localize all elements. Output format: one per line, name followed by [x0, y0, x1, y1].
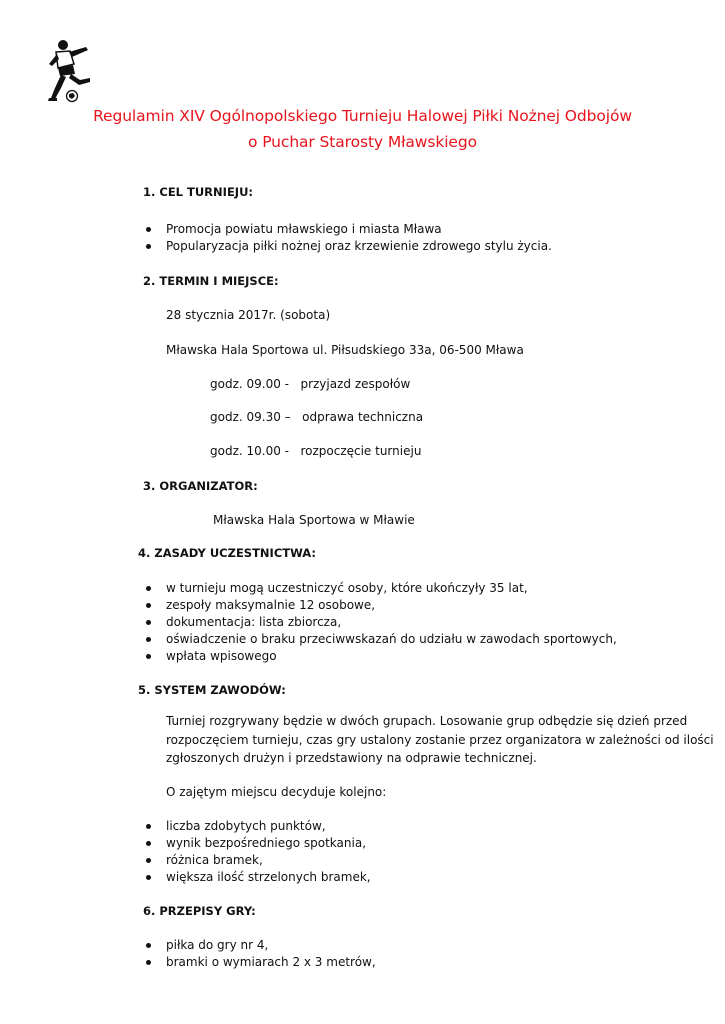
list-item: Promocja powiatu mławskiego i miasta Mława [166, 222, 442, 236]
list-item: liczba zdobytych punktów, [166, 819, 326, 833]
bullet-icon [146, 227, 151, 232]
document-title-line-1: Regulamin XIV Ogólnopolskiego Turnieju Halowej Piłki Nożnej Odbojów [93, 107, 632, 125]
bullet-icon [146, 654, 151, 659]
schedule-item: godz. 10.00 - rozpoczęcie turnieju [210, 444, 422, 458]
bullet-icon [146, 824, 151, 829]
list-item: większa ilość strzelonych bramek, [166, 870, 371, 884]
list-item: bramki o wymiarach 2 x 3 metrów, [166, 955, 376, 969]
list-item: różnica bramek, [166, 853, 263, 867]
bullet-icon [146, 960, 151, 965]
event-date: 28 stycznia 2017r. (sobota) [166, 308, 331, 322]
paragraph-line: Turniej rozgrywany będzie w dwóch grupach. Losowanie grup odbędzie się dzień przed [166, 714, 688, 728]
document-title-line-2: o Puchar Starosty Mławskiego [247, 133, 477, 151]
section-heading-termin: 2. TERMIN I MIEJSCE: [143, 274, 279, 288]
paragraph-line: rozpoczęciem turnieju, czas gry ustalony zostanie przez organizatora w zależności od ilości [166, 733, 714, 747]
list-item: wynik bezpośredniego spotkania, [166, 836, 366, 850]
bullet-icon [146, 841, 151, 846]
organizer-name: Mławska Hala Sportowa w Mławie [213, 513, 415, 527]
bullet-icon [146, 244, 151, 249]
bullet-icon [146, 858, 151, 863]
section-heading-cel: 1. CEL TURNIEJU: [143, 185, 254, 199]
list-item: dokumentacja: lista zbiorcza, [166, 615, 341, 629]
list-item: wpłata wpisowego [166, 649, 277, 663]
list-item: oświadczenie o braku przeciwwskazań do udziału w zawodach sportowych, [166, 632, 617, 646]
bullet-icon [146, 637, 151, 642]
section-heading-organizator: 3. ORGANIZATOR: [143, 479, 258, 493]
bullet-icon [146, 586, 151, 591]
paragraph-line: zgłoszonych drużyn i przedstawiony na odprawie technicznej. [166, 751, 537, 765]
list-item: zespoły maksymalnie 12 osobowe, [166, 598, 375, 612]
section-heading-system: 5. SYSTEM ZAWODÓW: [138, 683, 286, 697]
bullet-icon [146, 620, 151, 625]
list-item: w turnieju mogą uczestniczyć osoby, które ukończyły 35 lat, [166, 581, 528, 595]
soccer-player-icon [42, 38, 100, 104]
list-item: piłka do gry nr 4, [166, 938, 268, 952]
bullet-icon [146, 875, 151, 880]
section-heading-zasady: 4. ZASADY UCZESTNICTWA: [138, 546, 317, 560]
list-item: Popularyzacja piłki nożnej oraz krzewienie zdrowego stylu życia. [166, 239, 552, 253]
bullet-icon [146, 943, 151, 948]
event-place: Mławska Hala Sportowa ul. Piłsudskiego 33a, 06-500 Mława [166, 343, 524, 357]
schedule-item: godz. 09.00 - przyjazd zespołów [210, 377, 411, 391]
section-heading-przepisy: 6. PRZEPISY GRY: [143, 904, 256, 918]
schedule-item: godz. 09.30 – odprawa techniczna [210, 410, 424, 424]
bullet-icon [146, 603, 151, 608]
ranking-intro: O zajętym miejscu decyduje kolejno: [166, 785, 387, 799]
